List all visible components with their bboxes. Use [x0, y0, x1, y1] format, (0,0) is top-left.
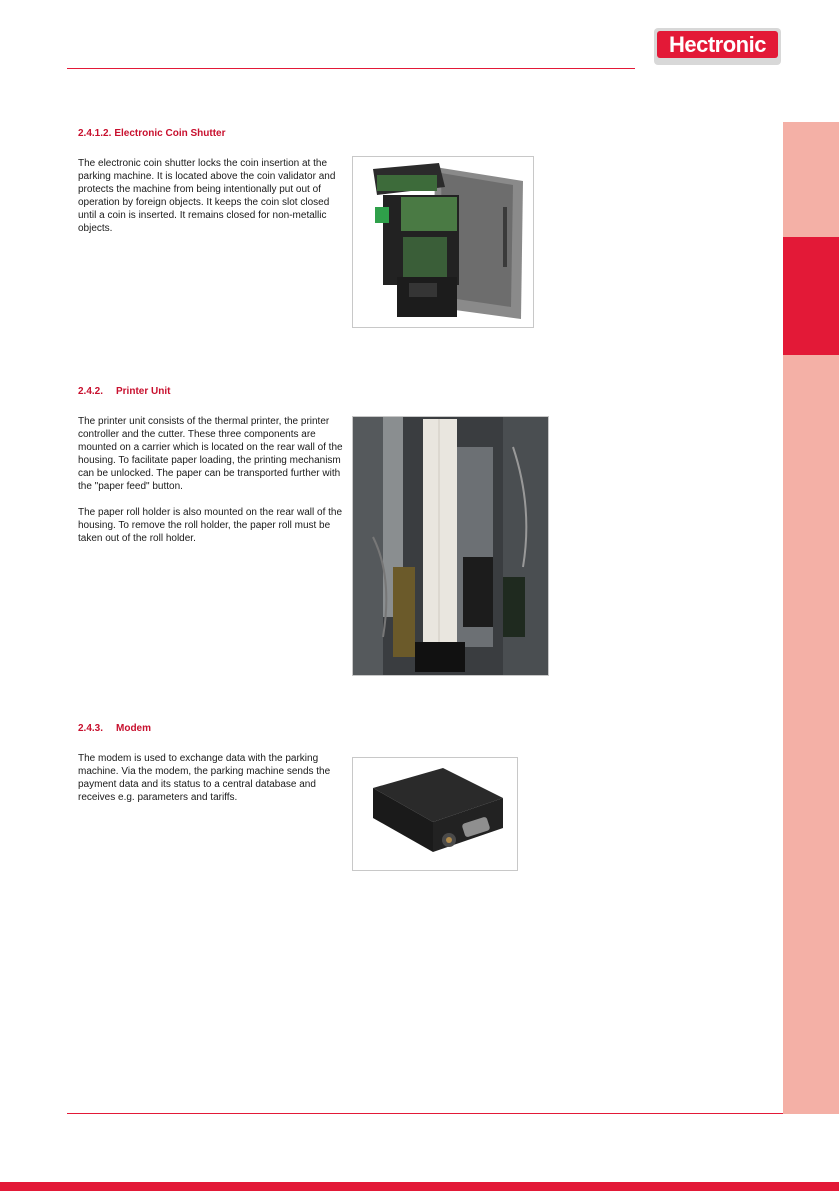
footer-divider — [67, 1113, 783, 1114]
section-number: 2.4.2. — [78, 386, 104, 397]
section-title: Modem — [116, 723, 151, 734]
side-tab-active — [783, 237, 839, 355]
section-title: Printer Unit — [116, 386, 171, 397]
footer-bar — [0, 1182, 839, 1191]
section-number: 2.4.3. — [78, 723, 104, 734]
header-divider — [67, 68, 635, 69]
printer-paragraph-2: The paper roll holder is also mounted on the rear wall of the housing. To remove the roll holder, the paper roll must be taken out of the roll holder. — [78, 507, 343, 544]
modem-photo — [352, 757, 518, 871]
section-heading-modem — [78, 723, 151, 734]
printer-unit-photo — [352, 416, 549, 676]
hectronic-logo — [654, 28, 781, 65]
section-title: Electronic Coin Shutter — [114, 128, 226, 139]
coin-shutter-photo — [352, 156, 534, 328]
coin-shutter-paragraph: The electronic coin shutter locks the coin insertion at the parking machine. It is located above the coin validator and protects the machine from being intentionally put out of operation by foreign objects. It keeps the coin slot closed until a coin is inserted. It remains closed for non-metallic objects. — [78, 158, 336, 234]
modem-paragraph: The modem is used to exchange data with the parking machine. Via the modem, the parking machine sends the payment data and its status to a central database and receives e.g. parameters and tariffs. — [78, 753, 331, 803]
logo-text: Hectronic — [657, 31, 778, 58]
section-number: 2.4.1.2. — [78, 128, 112, 139]
section-heading-coin-shutter — [78, 128, 225, 139]
printer-paragraph-1: The printer unit consists of the thermal printer, the printer controller and the cutter. These three components are mounted on a carrier which is located on the rear wall of the housing. To facilitate paper loading, the printing mechanism can be unlocked. The paper can be transported further with the "paper feed" button. — [78, 416, 343, 492]
section-heading-printer-unit — [78, 386, 170, 397]
